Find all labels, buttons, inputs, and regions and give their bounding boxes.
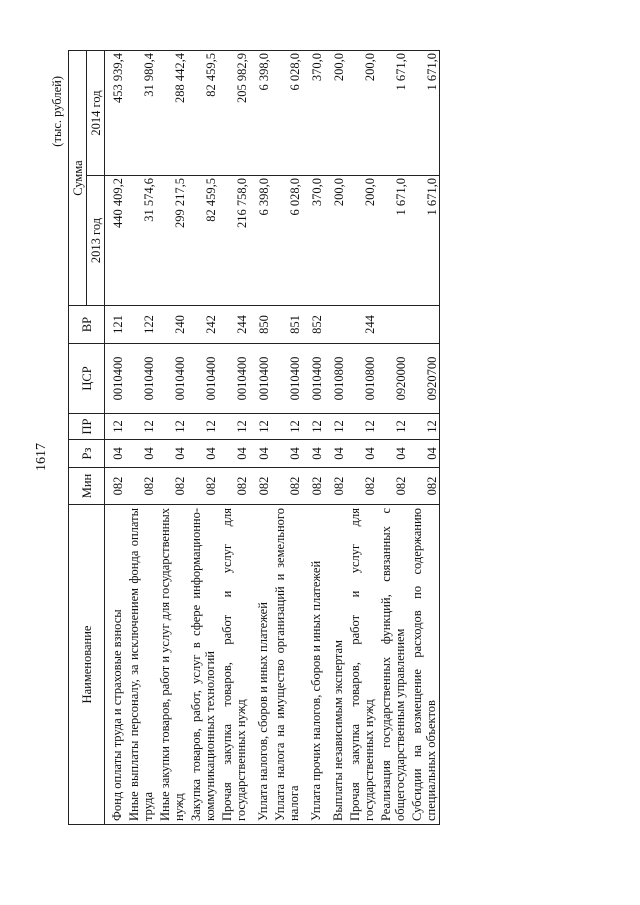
row-csr: 0010400 bbox=[218, 344, 249, 414]
row-sum-2014: 205 982,9 bbox=[218, 51, 249, 176]
row-rz: 04 bbox=[377, 440, 408, 468]
row-vr bbox=[324, 306, 346, 344]
header-sum: Сумма bbox=[69, 51, 87, 306]
table-row bbox=[218, 51, 249, 825]
header-rz: Рз bbox=[69, 440, 105, 468]
row-pr: 12 bbox=[156, 414, 187, 440]
row-sum-2014: 370,0 bbox=[302, 51, 324, 176]
table-row bbox=[249, 51, 271, 825]
units-label: (тыс. рублей) bbox=[50, 76, 64, 147]
row-csr: 0010400 bbox=[105, 344, 125, 414]
row-name: Прочая закупка товаров, работ и услуг для государственных нужд bbox=[346, 505, 377, 825]
row-csr: 0010800 bbox=[346, 344, 377, 414]
row-pr: 12 bbox=[346, 414, 377, 440]
row-pr: 12 bbox=[324, 414, 346, 440]
row-sum-2013: 82 459,5 bbox=[187, 176, 218, 306]
row-sum-2013: 6 028,0 bbox=[271, 176, 302, 306]
header-csr: ЦСР bbox=[69, 344, 105, 414]
row-csr: 0010800 bbox=[324, 344, 346, 414]
row-name: Фонд оплаты труда и страховые взносы bbox=[105, 505, 125, 825]
row-sum-2014: 1 671,0 bbox=[408, 51, 440, 176]
row-vr bbox=[377, 306, 408, 344]
row-pr: 12 bbox=[302, 414, 324, 440]
budget-table bbox=[68, 50, 440, 825]
row-csr: 0010400 bbox=[249, 344, 271, 414]
header-vr: ВР bbox=[69, 306, 105, 344]
row-pr: 12 bbox=[125, 414, 156, 440]
row-csr: 0010400 bbox=[187, 344, 218, 414]
row-csr: 0010400 bbox=[125, 344, 156, 414]
row-csr: 0920700 bbox=[408, 344, 440, 414]
row-vr: 121 bbox=[105, 306, 125, 344]
row-csr: 0010400 bbox=[156, 344, 187, 414]
row-min: 082 bbox=[271, 468, 302, 505]
row-csr: 0010400 bbox=[271, 344, 302, 414]
row-min: 082 bbox=[218, 468, 249, 505]
row-sum-2013: 200,0 bbox=[346, 176, 377, 306]
row-sum-2013: 200,0 bbox=[324, 176, 346, 306]
row-rz: 04 bbox=[218, 440, 249, 468]
row-rz: 04 bbox=[271, 440, 302, 468]
row-sum-2013: 6 398,0 bbox=[249, 176, 271, 306]
row-name: Иные закупки товаров, работ и услуг для государственных нужд bbox=[156, 505, 187, 825]
header-name: Наименование bbox=[69, 505, 105, 825]
row-name: Уплата налогов, сборов и иных платежей bbox=[249, 505, 271, 825]
header-2013: 2013 год bbox=[87, 176, 105, 306]
row-name: Прочая закупка товаров, работ и услуг для государственных нужд bbox=[218, 505, 249, 825]
row-min: 082 bbox=[346, 468, 377, 505]
row-sum-2013: 216 758,0 bbox=[218, 176, 249, 306]
row-sum-2014: 200,0 bbox=[346, 51, 377, 176]
row-sum-2014: 82 459,5 bbox=[187, 51, 218, 176]
header-min: Мин bbox=[69, 468, 105, 505]
table-row bbox=[156, 51, 187, 825]
row-name: Иные выплаты персоналу, за исключением фонда оплаты труда bbox=[125, 505, 156, 825]
row-sum-2013: 299 217,5 bbox=[156, 176, 187, 306]
row-rz: 04 bbox=[249, 440, 271, 468]
row-csr: 0920000 bbox=[377, 344, 408, 414]
row-vr: 244 bbox=[346, 306, 377, 344]
row-name: Субсидии на возмещение расходов по содержанию специальных объектов bbox=[408, 505, 440, 825]
row-rz: 04 bbox=[156, 440, 187, 468]
row-sum-2013: 440 409,2 bbox=[105, 176, 125, 306]
row-vr: 122 bbox=[125, 306, 156, 344]
row-vr: 240 bbox=[156, 306, 187, 344]
row-min: 082 bbox=[377, 468, 408, 505]
table-row bbox=[125, 51, 156, 825]
row-sum-2014: 1 671,0 bbox=[377, 51, 408, 176]
row-rz: 04 bbox=[105, 440, 125, 468]
table-row bbox=[324, 51, 346, 825]
table-row bbox=[377, 51, 408, 825]
table-row bbox=[187, 51, 218, 825]
row-rz: 04 bbox=[302, 440, 324, 468]
row-vr: 851 bbox=[271, 306, 302, 344]
row-min: 082 bbox=[408, 468, 440, 505]
row-rz: 04 bbox=[125, 440, 156, 468]
row-rz: 04 bbox=[187, 440, 218, 468]
row-vr bbox=[408, 306, 440, 344]
row-pr: 12 bbox=[105, 414, 125, 440]
row-min: 082 bbox=[156, 468, 187, 505]
row-min: 082 bbox=[324, 468, 346, 505]
table-row bbox=[302, 51, 324, 825]
table-body bbox=[105, 51, 440, 825]
row-vr: 850 bbox=[249, 306, 271, 344]
header-2014: 2014 год bbox=[87, 51, 105, 176]
table-row bbox=[408, 51, 440, 825]
row-min: 082 bbox=[187, 468, 218, 505]
row-name: Уплата налога на имущество организаций и земельного налога bbox=[271, 505, 302, 825]
row-sum-2013: 370,0 bbox=[302, 176, 324, 306]
row-rz: 04 bbox=[324, 440, 346, 468]
row-pr: 12 bbox=[271, 414, 302, 440]
table-row bbox=[271, 51, 302, 825]
row-min: 082 bbox=[105, 468, 125, 505]
row-name: Закупка товаров, работ, услуг в сфере информационно-коммуникационных технологий bbox=[187, 505, 218, 825]
row-pr: 12 bbox=[377, 414, 408, 440]
header-pr: ПР bbox=[69, 414, 105, 440]
row-sum-2014: 200,0 bbox=[324, 51, 346, 176]
table-row bbox=[346, 51, 377, 825]
row-name: Реализация государственных функций, связанных с общегосударственным управлением bbox=[377, 505, 408, 825]
row-vr: 244 bbox=[218, 306, 249, 344]
row-pr: 12 bbox=[249, 414, 271, 440]
row-csr: 0010400 bbox=[302, 344, 324, 414]
row-pr: 12 bbox=[187, 414, 218, 440]
table-row bbox=[105, 51, 125, 825]
row-vr: 852 bbox=[302, 306, 324, 344]
row-sum-2013: 1 671,0 bbox=[408, 176, 440, 306]
row-sum-2014: 6 028,0 bbox=[271, 51, 302, 176]
row-vr: 242 bbox=[187, 306, 218, 344]
page-number: 1617 bbox=[34, 443, 49, 471]
row-name: Выплаты независимым экспертам bbox=[324, 505, 346, 825]
row-sum-2014: 453 939,4 bbox=[105, 51, 125, 176]
row-min: 082 bbox=[302, 468, 324, 505]
row-name: Уплата прочих налогов, сборов и иных платежей bbox=[302, 505, 324, 825]
row-sum-2014: 6 398,0 bbox=[249, 51, 271, 176]
row-sum-2014: 288 442,4 bbox=[156, 51, 187, 176]
row-rz: 04 bbox=[346, 440, 377, 468]
row-sum-2013: 31 574,6 bbox=[125, 176, 156, 306]
row-pr: 12 bbox=[218, 414, 249, 440]
row-pr: 12 bbox=[408, 414, 440, 440]
row-sum-2014: 31 980,4 bbox=[125, 51, 156, 176]
row-min: 082 bbox=[125, 468, 156, 505]
row-sum-2013: 1 671,0 bbox=[377, 176, 408, 306]
row-rz: 04 bbox=[408, 440, 440, 468]
row-min: 082 bbox=[249, 468, 271, 505]
